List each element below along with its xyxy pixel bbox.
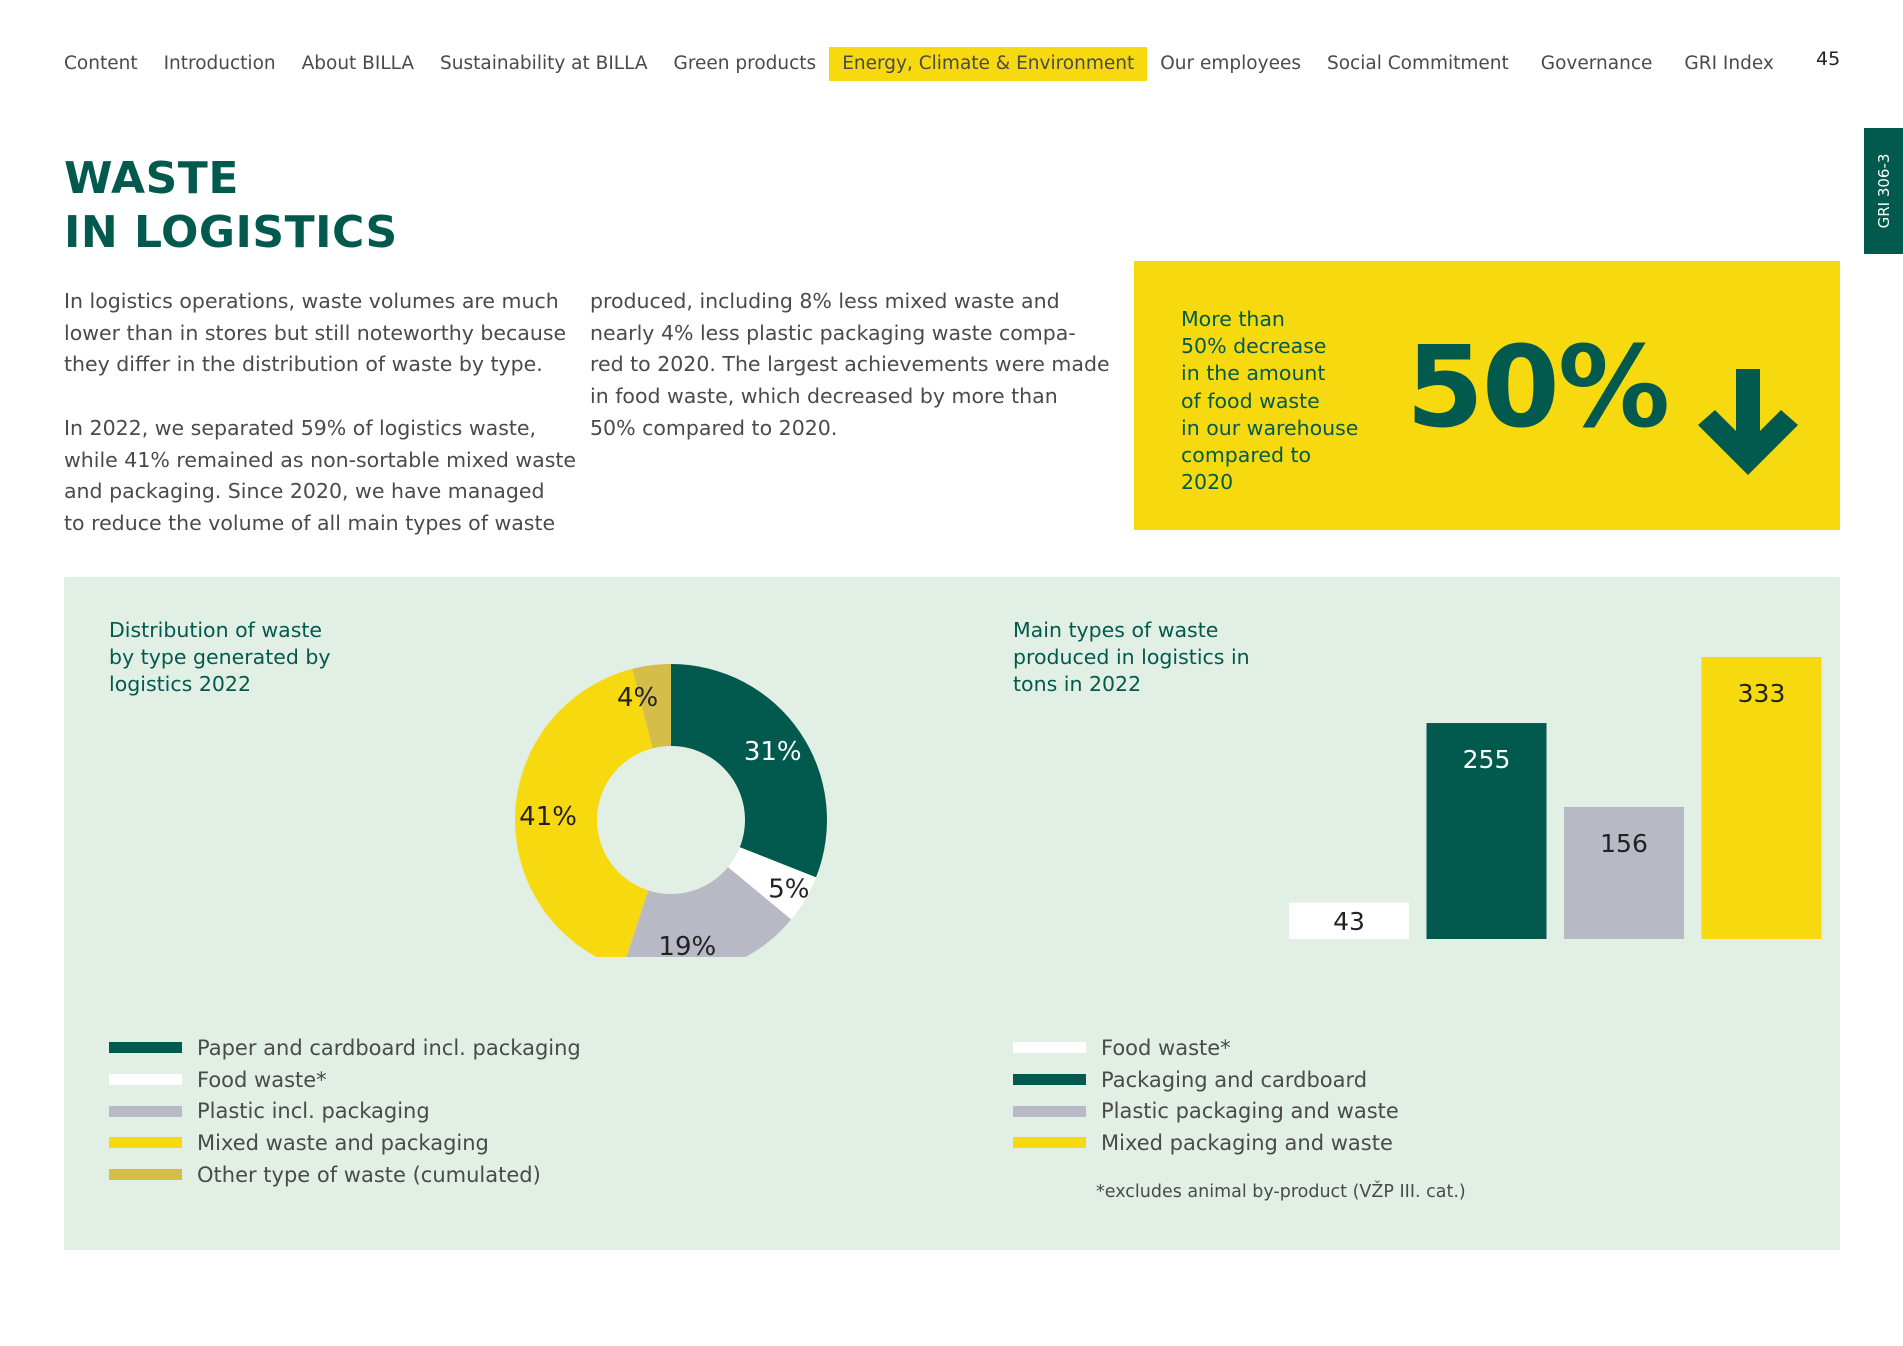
- nav-item-green-products[interactable]: Green products: [673, 53, 817, 74]
- bar-plastic-packaging: [1564, 807, 1684, 939]
- charts-panel: [64, 577, 1840, 1250]
- donut-chart: [64, 577, 964, 957]
- legend-label: Mixed packaging and waste: [1101, 1130, 1393, 1155]
- legend-item-mixed-packaging: [1013, 1127, 1399, 1159]
- legend-item-plastic-packaging: [1013, 1095, 1399, 1127]
- page-number: 45: [1816, 48, 1841, 70]
- legend-item-packaging-cardboard: [1013, 1064, 1399, 1096]
- nav-item-introduction[interactable]: Introduction: [163, 53, 276, 74]
- legend-swatch: [109, 1074, 182, 1085]
- legend-swatch: [1013, 1106, 1086, 1117]
- bar-chart-legend: [1013, 1032, 1399, 1159]
- arrow-down-icon: [1696, 369, 1800, 487]
- donut-slice-paper-cardboard: [671, 664, 827, 877]
- bar-chart-title: Main types of waste produced in logistics in tons in 2022: [1013, 618, 1250, 697]
- highlight-callout: [1134, 261, 1840, 530]
- legend-label: Paper and cardboard incl. packaging: [197, 1035, 581, 1060]
- body-text-column-1: In logistics operations, waste volumes are much lower than in stores but still noteworthy because they differ in the distribution of waste by type. In 2022, we separated 59% of logistics waste, while 41% remained as non-sortable mixed waste and packaging. Since 2020, we have managed to reduce the volume of all main types of waste: [64, 289, 577, 535]
- nav-item-energy-climate-environment[interactable]: Energy, Climate & Environment: [829, 47, 1147, 81]
- callout-text: More than 50% decrease in the amount of food waste in our warehouse compared to 2020: [1181, 307, 1359, 495]
- nav-item-about-billa[interactable]: About BILLA: [301, 53, 415, 74]
- legend-label: Food waste*: [197, 1067, 327, 1092]
- bar-value-label-mixed-packaging: 333: [1737, 679, 1786, 708]
- legend-swatch: [1013, 1074, 1086, 1085]
- legend-label: Mixed waste and packaging: [197, 1130, 489, 1155]
- page-title-line-1: WASTE: [64, 153, 239, 204]
- legend-item-food-waste: [109, 1064, 581, 1096]
- bar-value-label-plastic-packaging: 156: [1600, 828, 1648, 858]
- top-navigation: [64, 47, 1787, 81]
- nav-item-social-commitment[interactable]: Social Commitment: [1326, 53, 1509, 74]
- donut-label-food-waste: 5%: [768, 874, 810, 905]
- bar-value-label-food-waste: 43: [1333, 906, 1365, 936]
- gri-side-tab-label: GRI 306-3: [1874, 153, 1893, 229]
- donut-label-other-waste: 4%: [616, 682, 659, 713]
- legend-swatch: [109, 1137, 182, 1148]
- page-title-line-2: IN LOGISTICS: [64, 207, 398, 258]
- legend-label: Plastic packaging and waste: [1101, 1099, 1399, 1124]
- footnote: *excludes animal by-product (VŽP III. cat.): [1096, 1182, 1466, 1202]
- legend-item-other-waste: [109, 1159, 581, 1191]
- body-text-column-2: produced, including 8% less mixed waste and nearly 4% less plastic packaging waste compa- red to 2020. The largest achievements were made in food waste, which decreased by more than 50% compared to 2020.: [590, 289, 1110, 440]
- callout-percentage: 50%: [1406, 323, 1669, 453]
- legend-swatch: [109, 1106, 182, 1117]
- legend-item-plastic: [109, 1095, 581, 1127]
- legend-label: Packaging and cardboard: [1101, 1067, 1368, 1092]
- donut-chart-title: Distribution of waste by type generated by logistics 2022: [109, 618, 331, 697]
- legend-label: Other type of waste (cumulated): [197, 1162, 541, 1187]
- legend-label: Plastic incl. packaging: [197, 1099, 430, 1124]
- legend-swatch: [109, 1042, 182, 1053]
- nav-item-our-employees[interactable]: Our employees: [1160, 53, 1301, 74]
- legend-label: Food waste*: [1101, 1035, 1231, 1060]
- nav-item-gri-index[interactable]: GRI Index: [1684, 53, 1774, 74]
- legend-swatch: [1013, 1137, 1086, 1148]
- legend-swatch: [109, 1169, 182, 1180]
- legend-item-food-waste: [1013, 1032, 1399, 1064]
- legend-item-mixed-waste: [109, 1127, 581, 1159]
- legend-swatch: [1013, 1042, 1086, 1053]
- nav-item-content[interactable]: Content: [64, 53, 138, 74]
- donut-label-mixed-waste: 41%: [519, 802, 577, 833]
- donut-label-plastic: 19%: [658, 932, 717, 957]
- bar-chart: [1164, 577, 1840, 957]
- page-title: [64, 152, 398, 260]
- gri-side-tab[interactable]: [1864, 128, 1903, 254]
- donut-label-paper-cardboard: 31%: [743, 736, 802, 767]
- donut-chart-legend: [109, 1032, 581, 1190]
- legend-item-paper-cardboard: [109, 1032, 581, 1064]
- bar-value-label-packaging-cardboard: 255: [1462, 745, 1511, 775]
- nav-item-sustainability[interactable]: Sustainability at BILLA: [440, 53, 648, 74]
- nav-item-governance[interactable]: Governance: [1540, 53, 1653, 74]
